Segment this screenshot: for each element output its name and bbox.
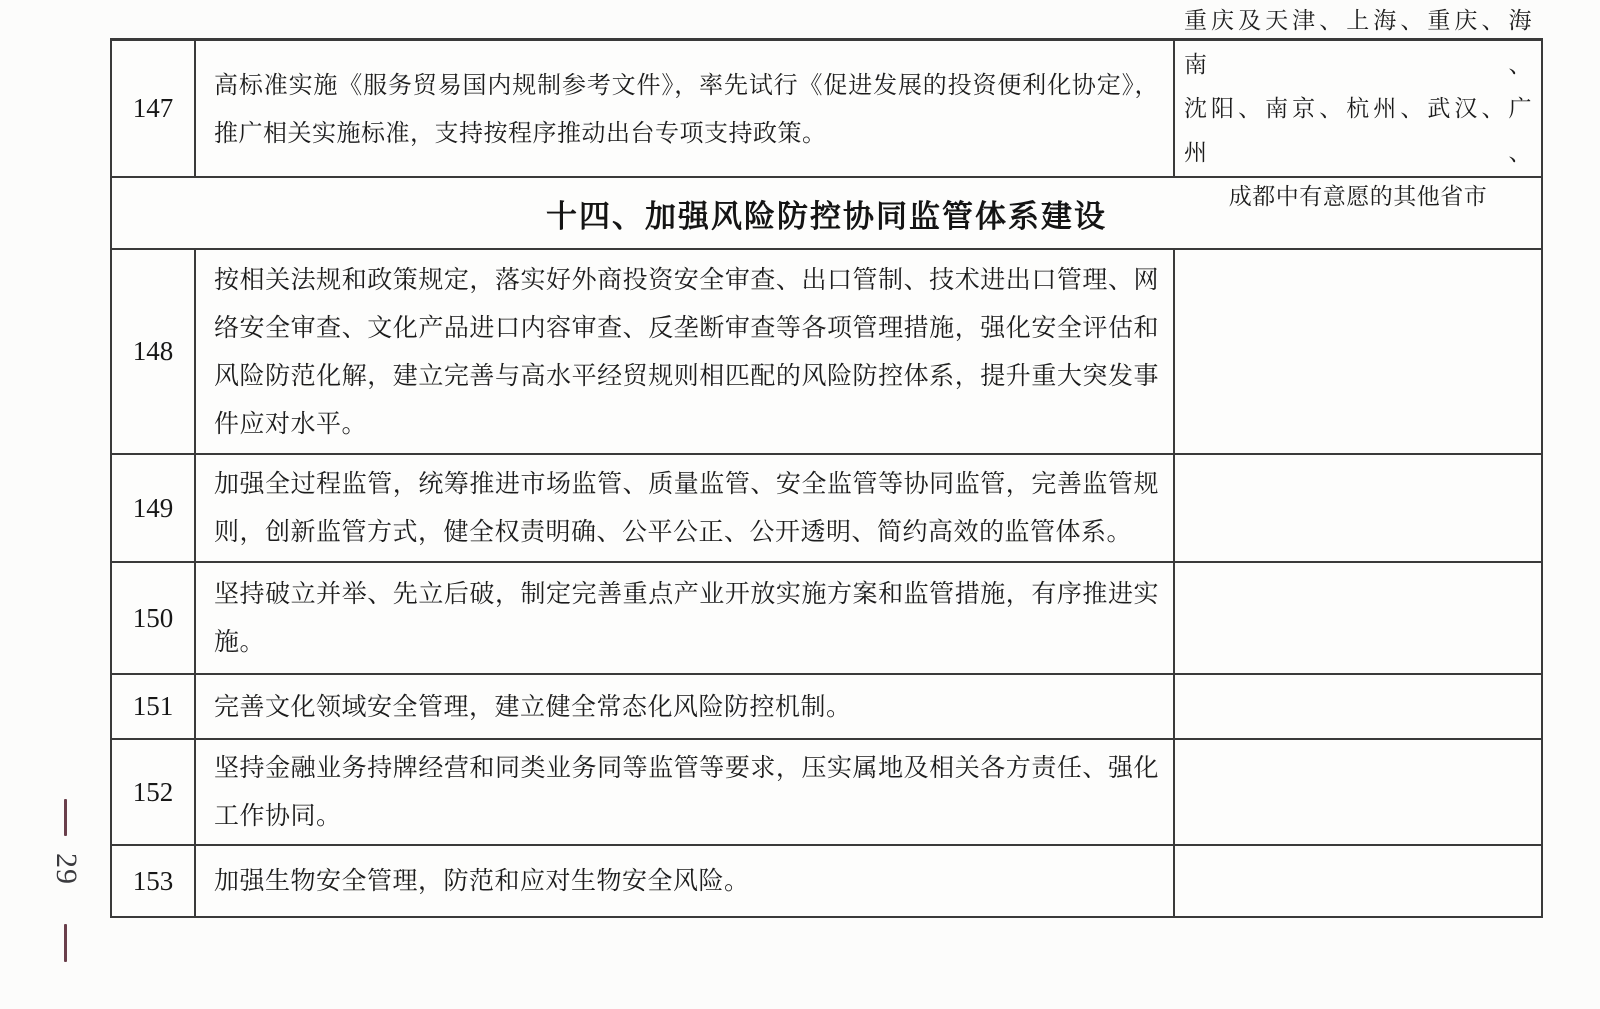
row-number-cell: 152: [112, 740, 196, 844]
measure-text-line: 件应对水平。: [214, 408, 368, 438]
measure-text-line: 坚持破立并举、先立后破，制定完善重点产业开放实施方案和监管措施，有序推进实: [214, 579, 1159, 608]
table-row-147: [112, 7, 1541, 210]
measure-text-line: 加强生物安全管理，防范和应对生物安全风险。: [214, 866, 750, 895]
measure-text-cell: [196, 455, 1175, 561]
scope-cell-empty: [1175, 846, 1541, 916]
table-row-151: [112, 675, 1541, 740]
measure-text-line: 工作协同。: [214, 801, 342, 830]
measure-text-line: 推广相关实施标准，支持按程序推动出台专项支持政策。: [214, 118, 827, 147]
row-number-cell: 149: [112, 455, 196, 561]
row-number-cell: 150: [112, 563, 196, 673]
page-number-dash-top: [64, 799, 67, 836]
page-number-dash-bottom: [64, 924, 67, 962]
measure-text-cell: [196, 675, 1175, 738]
measure-text-cell: [196, 250, 1175, 453]
scope-line: 重庆及天津、上海、重庆、海南、: [1184, 7, 1532, 78]
table-row-153: [112, 846, 1541, 916]
section-header-row: [112, 178, 1541, 250]
measure-text-line: 施。: [214, 627, 266, 656]
measure-text-line: 则，创新监管方式，健全权责明确、公平公正、公开透明、简约高效的监管体系。: [214, 517, 1133, 546]
measure-text-cell: [196, 563, 1175, 673]
measure-text-line: 坚持金融业务持牌经营和同类业务同等监管等要求，压实属地及相关各方责任、强化: [214, 753, 1159, 782]
scope-cell-empty: [1175, 675, 1541, 738]
policy-table: [110, 7, 1543, 918]
row-number-cell: 148: [112, 250, 196, 453]
row-number-cell: 151: [112, 675, 196, 738]
measure-text-cell: [196, 846, 1175, 916]
table-row-148: [112, 250, 1541, 455]
table-row-150: [112, 563, 1541, 675]
row-number-cell: 153: [112, 846, 196, 916]
page-number: 29: [50, 853, 83, 885]
measure-text-line: 风险防范化解，建立完善与高水平经贸规则相匹配的风险防控体系，提升重大突发事: [214, 360, 1159, 390]
scope-line: 沈阳、南京、杭州、武汉、广州、: [1184, 95, 1532, 166]
measure-text-line: 络安全审查、文化产品进口内容审查、反垄断审查等各项管理措施，强化安全评估和: [214, 312, 1159, 342]
scope-cell-empty: [1175, 563, 1541, 673]
measure-text-line: 按相关法规和政策规定，落实好外商投资安全审查、出口管制、技术进出口管理、网: [214, 264, 1159, 294]
measure-text-cell: [196, 740, 1175, 844]
measure-text-line: 加强全过程监管，统筹推进市场监管、质量监管、安全监管等协同监管，完善监管规: [214, 469, 1159, 498]
scope-cell: [1175, 7, 1541, 210]
measure-text-line: 高标准实施《服务贸易国内规制参考文件》，率先试行《促进发展的投资便利化协定》，: [214, 70, 1159, 99]
scope-cell-empty: [1175, 740, 1541, 844]
row-number-cell: 147: [112, 41, 196, 176]
table-row-152: [112, 740, 1541, 846]
measure-text-cell: [196, 41, 1175, 176]
scope-line: 成都中有意愿的其他省市: [1228, 183, 1488, 210]
table-row-149: [112, 455, 1541, 563]
scope-cell-empty: [1175, 250, 1541, 453]
scope-cell-empty: [1175, 455, 1541, 561]
section-header-title: 十四、加强风险防控协同监管体系建设: [546, 198, 1107, 235]
measure-text-line: 完善文化领域安全管理，建立健全常态化风险防控机制。: [214, 691, 852, 721]
